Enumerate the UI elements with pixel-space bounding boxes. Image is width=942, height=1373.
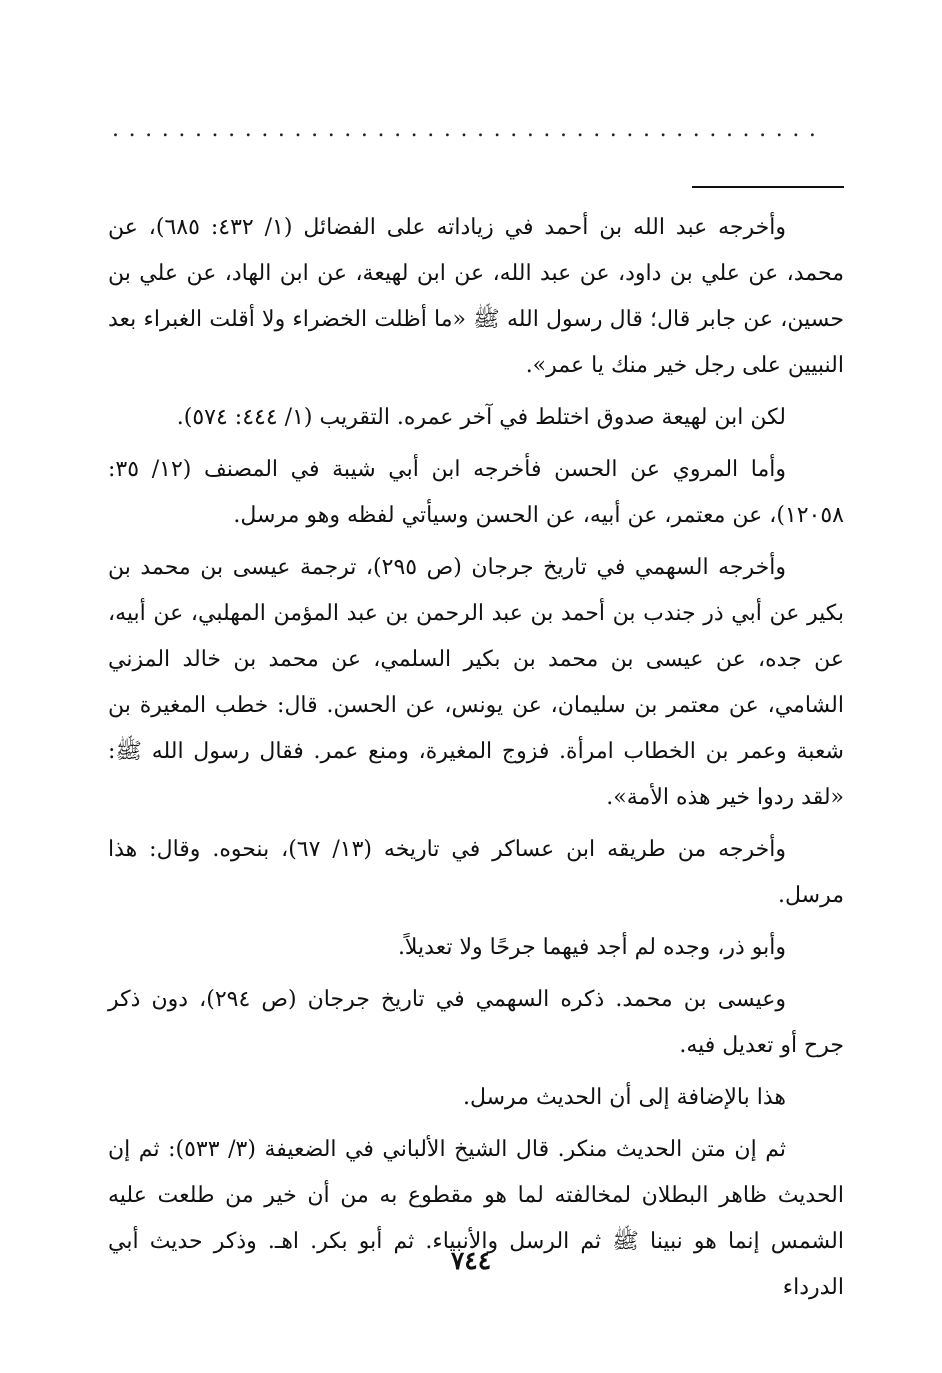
footnote-text xyxy=(108,205,844,1317)
paragraph-4: وأخرجه السهمي في تاريخ جرجان (ص ٢٩٥)، ترجمة عيسى بن محمد بن بكير عن أبي ذر جندب بن أحمد بن عبد الرحمن بن عبد المؤمن المهلبي، عن أبيه، عن جده، عن عيسى بن محمد بن بكير السلمي، عن محمد بن خالد المزني الشامي، عن معتمر بن سليمان، عن يونس، عن الحسن. قال: خطب المغيرة بن شعبة وعمر بن الخطاب امرأة. فزوج المغيرة، ومنع عمر. فقال رسول الله ﷺ: «لقد ردوا خير هذه الأمة». xyxy=(108,555,844,810)
paragraph-7: وعيسى بن محمد. ذكره السهمي في تاريخ جرجان (ص ٢٩٤)، دون ذكر جرح أو تعديل فيه. xyxy=(108,987,844,1058)
paragraph-9: ثم إن متن الحديث منكر. قال الشيخ الألباني في الضعيفة (٣/ ٥٣٣): ثم إن الحديث ظاهر البطلان لمخالفته لما هو مقطوع به من أن خير من طلعت عليه الشمس إنما هو نبينا ﷺ ثم الرسل والأنبياء. ثم أبو بكر. اهـ. وذكر حديث أبي الدرداء xyxy=(108,1137,844,1300)
paragraph-1: وأخرجه عبد الله بن أحمد في زياداته على الفضائل (١/ ٤٣٢: ٦٨٥)، عن محمد، عن علي بن داود، عن عبد الله، عن ابن لهيعة، عن ابن الهاد، عن علي بن حسين، عن جابر قال؛ قال رسول الله ﷺ «ما أظلت الخضراء ولا أقلت الغبراء بعد النبيين على رجل خير منك يا عمر». xyxy=(108,215,844,378)
paragraph-3: وأما المروي عن الحسن فأخرجه ابن أبي شيبة في المصنف (١٢/ ٣٥: ١٢٠٥٨)، عن معتمر، عن أبيه، عن الحسن وسيأتي لفظه وهو مرسل. xyxy=(108,457,844,528)
footnote-rule xyxy=(692,186,844,188)
paragraph-6: وأبو ذر، وجده لم أجد فيهما جرحًا ولا تعديلاً. xyxy=(397,935,786,960)
paragraph-2: لكن ابن لهيعة صدوق اختلط في آخر عمره. التقريب (١/ ٤٤٤: ٥٧٤). xyxy=(176,405,786,430)
paragraph-8: هذا بالإضافة إلى أن الحديث مرسل. xyxy=(462,1085,786,1110)
dotted-separator: ........................................... xyxy=(112,118,826,142)
paragraph-5: وأخرجه من طريقه ابن عساكر في تاريخه (١٣/ ٦٧)، بنحوه. وقال: هذا مرسل. xyxy=(108,837,844,908)
page-number: ٧٤٤ xyxy=(450,1246,492,1275)
